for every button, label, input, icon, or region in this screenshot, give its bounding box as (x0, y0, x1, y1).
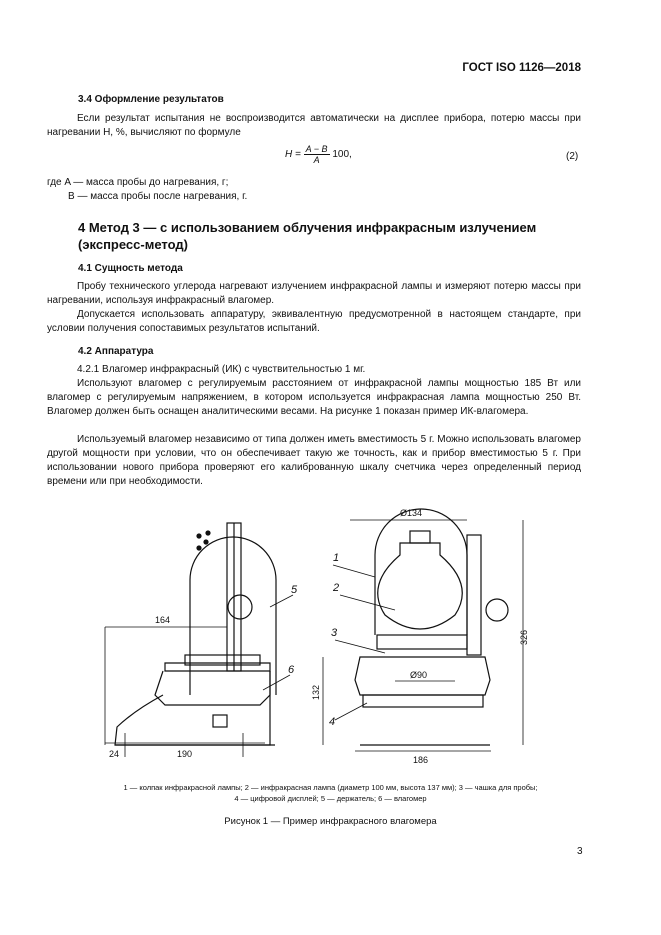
dim-134: Ø134 (400, 508, 423, 518)
ir-lamp-bulb (378, 543, 463, 629)
section-4-title: 4 Метод 3 — с использованием облучения инфракрасным излучением (экспресс-метод) (78, 220, 537, 252)
formula-numerator: A − B (305, 144, 328, 154)
dim-90: Ø90 (410, 670, 428, 680)
vent-hole (204, 540, 208, 544)
base-top (165, 663, 270, 671)
holder-knob (228, 595, 252, 619)
sample-cup-area (377, 635, 467, 649)
figure-caption: Рисунок 1 — Пример инфракрасного влагомера (224, 816, 437, 827)
section-3-4-title: 3.4 Оформление результатов (78, 94, 224, 105)
label-4: 4 (329, 716, 336, 728)
vent-hole (206, 531, 210, 535)
formula-number: (2) (566, 151, 579, 162)
paragraph: 4.2.1 Влагомер инфракрасный (ИК) с чувствительностью 1 мг. (77, 364, 366, 375)
dim-164: 164 (155, 615, 171, 625)
leader-2 (340, 595, 395, 610)
label-5: 5 (291, 584, 298, 596)
base-slope (155, 671, 270, 705)
display-panel (363, 695, 483, 707)
page-number: 3 (577, 846, 583, 857)
meter-body (115, 671, 270, 745)
where-line-2: B — масса пробы после нагревания, г. (68, 191, 248, 202)
leader-5 (270, 595, 293, 607)
holder-column-front (467, 535, 481, 655)
paragraph: Используемый влагомер независимо от типа должен иметь вместимость 5 г. Можно использовать влагомер другой мощности при условии, что он обеспечивает такую же точность, как и прибор вместимостью 5 г. При использовании нового прибора проверяют его калиброванную шкалу счетчика через определенный период времени или при необходимости. (47, 434, 581, 487)
vent-hole (197, 534, 201, 538)
paragraph: Допускается использовать аппаратуру, эквивалентную предусмотренной в настоящем стандарте, при условии получения сопоставимых результатов испытаний. (47, 309, 581, 334)
paragraph: Используют влагомер с регулируемым расстоянием от инфракрасной лампы мощностью 185 Вт или влагомер с регулируемым напряжением, в котором используется инфракрасная лампа мощностью 250 Вт. Влагомер должен быть оснащен аналитическими весами. На рисунке 1 показан пример ИК-влагомера. (47, 378, 581, 417)
where-line-1: где A — масса пробы до нагревания, г; (47, 177, 229, 188)
leader-1 (333, 565, 375, 577)
holder-knob-front (486, 599, 508, 621)
label-1: 1 (333, 552, 340, 564)
document-header: ГОСТ ISO 1126—2018 (462, 62, 581, 74)
left-side-view (105, 523, 293, 757)
figure-legend-2: 4 — цифровой дисплей; 5 — держатель; 6 — влагомер (234, 794, 427, 803)
label-3: 3 (331, 627, 338, 639)
paragraph: Если результат испытания не воспроизводится автоматически на дисплее прибора, потерю массы при нагревании H, %, вычисляют по формуле (47, 113, 581, 138)
lamp-socket (410, 531, 430, 543)
ir-moisture-meter-figure (95, 495, 560, 775)
figure-legend-1: 1 — колпак инфракрасной лампы; 2 — инфракрасная лампа (диаметр 100 мм, высота 137 мм); 3 — чашка для пробы; (123, 783, 538, 792)
leader-4 (335, 703, 367, 720)
paragraph: Пробу технического углерода нагревают излучением инфракрасной лампы и измеряют потерю массы при нагревании, используя инфракрасный влагомер. (47, 281, 581, 306)
label-2: 2 (333, 582, 340, 594)
label-6: 6 (288, 664, 295, 676)
section-4-1-title: 4.1 Сущность метода (78, 263, 183, 274)
formula-tail: 100, (332, 149, 352, 161)
formula-lhs: H = (285, 149, 301, 161)
formula-fraction (304, 144, 330, 165)
formula (285, 144, 352, 165)
vent-hole (197, 546, 201, 550)
power-switch (213, 715, 227, 727)
dim-190: 190 (177, 749, 193, 759)
dim-326: 326 (519, 629, 529, 645)
dim-132: 132 (311, 684, 321, 700)
section-4-2-title: 4.2 Аппаратура (78, 346, 154, 357)
dim-24: 24 (109, 749, 120, 759)
dim-186: 186 (413, 755, 429, 765)
front-view (323, 509, 523, 751)
formula-denominator: A (313, 155, 320, 165)
